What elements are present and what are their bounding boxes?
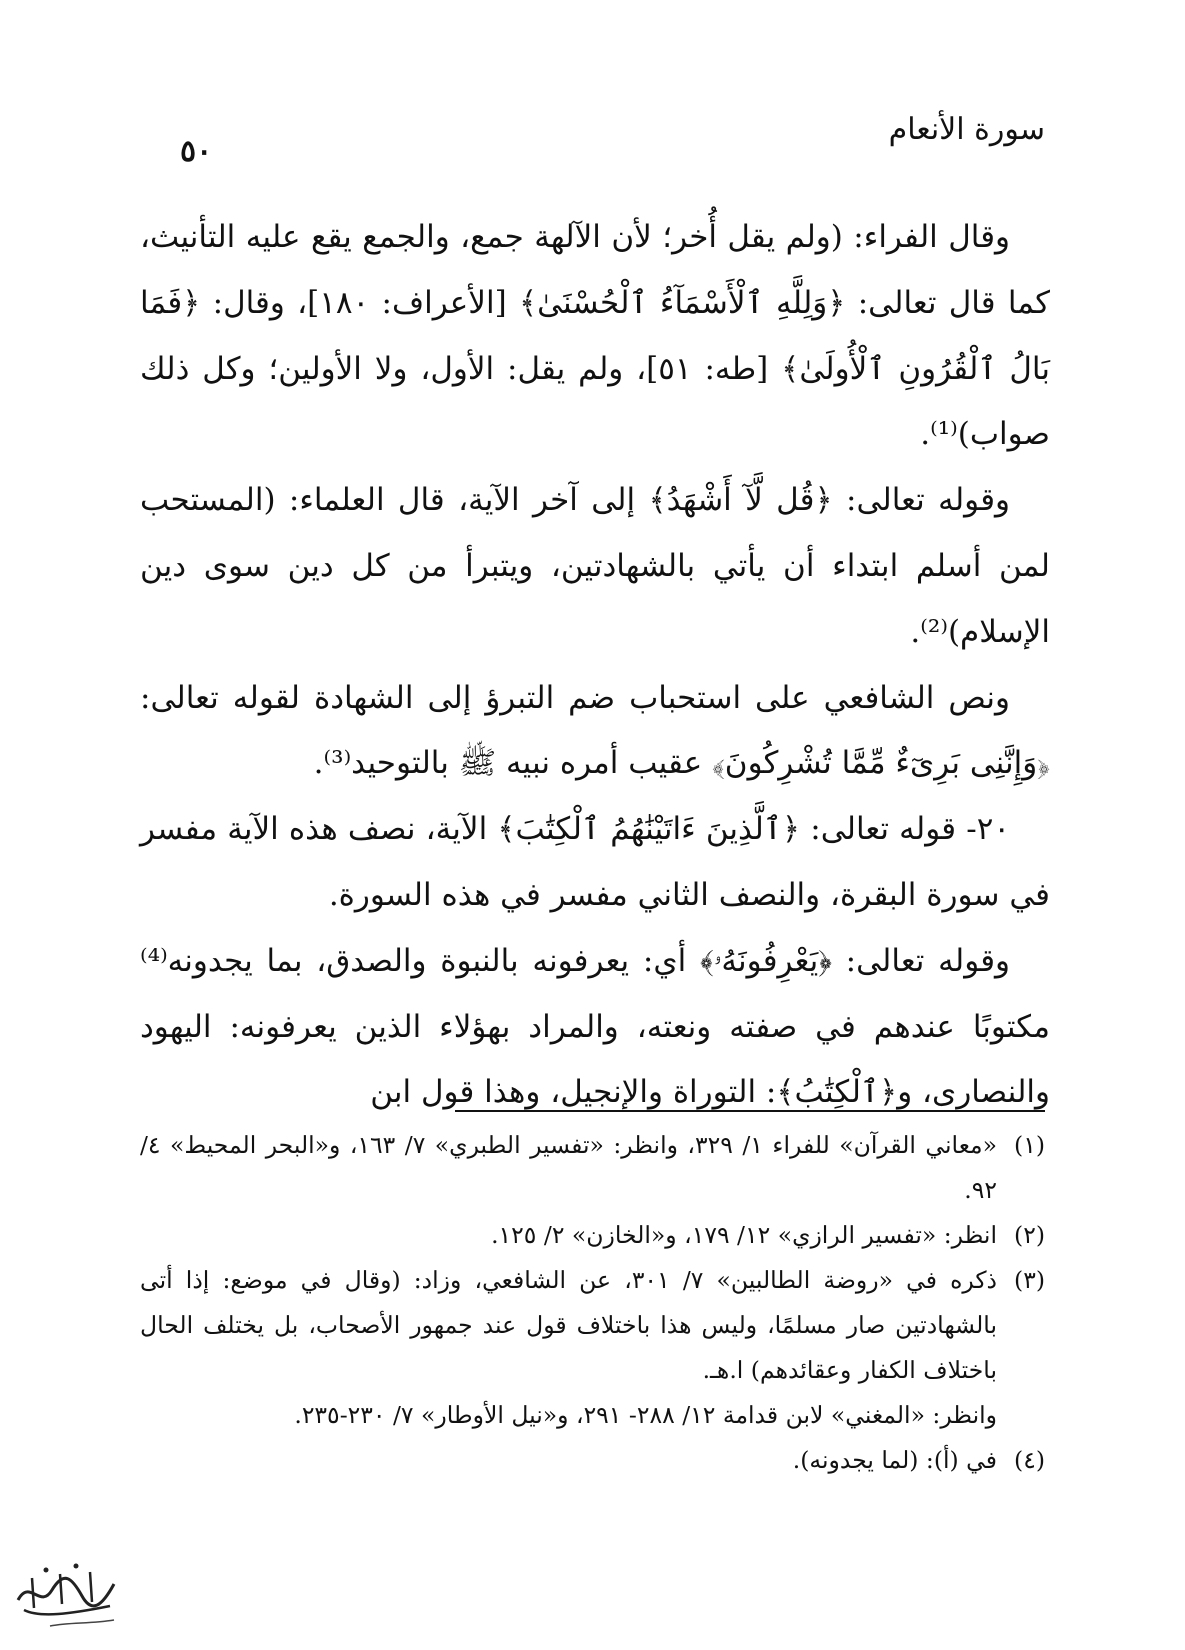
page-header — [180, 112, 1045, 172]
paragraph: ونص الشافعي على استحباب ضم التبرؤ إلى الشهادة لقوله تعالى: ﴿وَإِنَّنِى بَرِىٓءٌ مِّمَّا تُشْرِكُونَ﴾ عقيب أمره نبيه ﷺ بالتوحيد⁽³⁾. — [140, 679, 1050, 782]
footnote — [140, 1123, 1045, 1213]
footnote — [140, 1213, 1045, 1258]
footnote-number: (٣) — [1014, 1266, 1045, 1294]
footnote-continuation: وانظر: «المغني» لابن قدامة ١٢/ ٢٨٨- ٢٩١، و«نيل الأوطار» ٧/ ٢٣٠-٢٣٥. — [294, 1401, 997, 1429]
footnote-text: ذكره في «روضة الطالبين» ٧/ ٣٠١، عن الشافعي، وزاد: (وقال في موضع: إذا أتى بالشهادتين صار مسلمًا، وليس هذا باختلاف قول عند جمهور الأصحاب، بل يختلف الحال باختلاف الكفار وعقائدهم) ا.هـ. — [140, 1266, 998, 1384]
paragraph: ٢٠- قوله تعالى: ﴿ٱلَّذِينَ ءَاتَيْنَٰهُمُ ٱلْكِتَٰبَ﴾ الآية، نصف هذه الآية مفسر في سورة البقرة، والنصف الثاني مفسر في هذه السورة. — [140, 811, 1050, 913]
footnote-number: (٤) — [1014, 1446, 1045, 1474]
footnote-number: (٢) — [1014, 1221, 1045, 1249]
paragraph: وقوله تعالى: ﴿قُل لَّآ أَشْهَدُ﴾ إلى آخر الآية، قال العلماء: (المستحب لمن أسلم ابتداء أن يأتي بالشهادتين، ويتبرأ من كل دين سوى دين الإسلام)⁽²⁾. — [140, 482, 1050, 650]
paragraph: وقوله تعالى: ﴿يَعْرِفُونَهُۥ﴾ أي: يعرفونه بالنبوة والصدق، بما يجدونه⁽⁴⁾ مكتوبًا عندهم في صفته ونعته، والمراد بهؤلاء الذين يعرفونه: اليهود والنصارى، و﴿ٱلْكِتَٰبُ﴾: التوراة والإنجيل، وهذا قول ابن — [140, 942, 1050, 1111]
footnote-text: في (أ): (لما يجدونه). — [792, 1446, 997, 1474]
footnote — [140, 1438, 1045, 1483]
page-number: ٥٠ — [180, 134, 213, 169]
running-title: سورة الأنعام — [888, 112, 1045, 147]
main-text — [140, 205, 1050, 1126]
footnote-text: «معاني القرآن» للفراء ١/ ٣٢٩، وانظر: «تفسير الطبري» ٧/ ١٦٣، و«البحر المحيط» ٤/ ٩٢. — [140, 1131, 998, 1204]
footnote-divider — [455, 1110, 1045, 1112]
footnote-number: (١) — [1014, 1131, 1045, 1159]
footnotes — [140, 1123, 1045, 1483]
library-stamp-icon — [10, 1548, 130, 1638]
paragraph: وقال الفراء: (ولم يقل أُخر؛ لأن الآلهة جمع، والجمع يقع عليه التأنيث، كما قال تعالى: ﴿وَلِلَّهِ ٱلْأَسْمَآءُ ٱلْحُسْنَىٰ﴾ [الأعراف: ١٨٠]، وقال: ﴿فَمَا بَالُ ٱلْقُرُونِ ٱلْأُولَىٰ﴾ [طه: ٥١]، ولم يقل: الأول، ولا الأولين؛ وكل ذلك صواب)⁽¹⁾. — [140, 219, 1050, 453]
footnote — [140, 1258, 1045, 1393]
footnote-text: انظر: «تفسير الرازي» ١٢/ ١٧٩، و«الخازن» ٢/ ١٢٥. — [491, 1221, 997, 1249]
